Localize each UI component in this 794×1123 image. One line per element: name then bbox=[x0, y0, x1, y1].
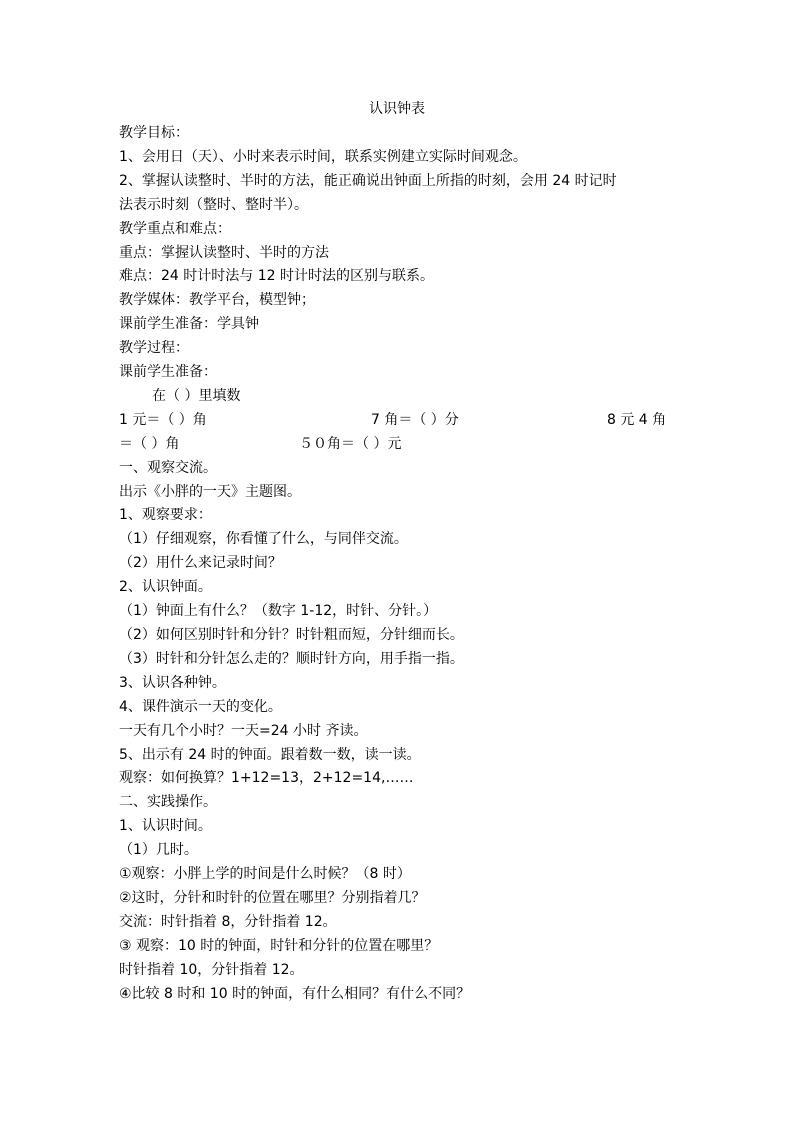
text-line: ①观察：小胖上学的时间是什么时候？（8 时） bbox=[119, 866, 411, 883]
text-line: 3、认识各种钟。 bbox=[119, 674, 226, 691]
text-line: 1、认识时间。 bbox=[119, 818, 212, 835]
text-line: 教学目标： bbox=[119, 125, 189, 141]
text-line: 一、观察交流。 bbox=[119, 459, 217, 476]
text-line: 交流：时针指着 8，分针指着 12。 bbox=[119, 913, 337, 930]
document-title: 认识钟表 bbox=[369, 101, 425, 117]
text-line: 2、掌握认读整时、半时的方法，能正确说出钟面上所指的时刻，会用 24 时记时 bbox=[119, 172, 617, 189]
text-line: 课前学生准备： bbox=[119, 364, 217, 381]
text-line: 一天有几个小时？一天=24 小时 齐读。 bbox=[119, 722, 368, 739]
text-line: ④比较 8 时和 10 时的钟面，有什么相同？有什么不同？ bbox=[119, 985, 471, 1002]
text-line: 1、会用日（天）、小时来表示时间，联系实例建立实际时间观念。 bbox=[119, 148, 527, 165]
text-line: 重点：掌握认读整时、半时的方法 bbox=[119, 244, 329, 261]
fill-row bbox=[119, 409, 699, 433]
text-line: 4、课件演示一天的变化。 bbox=[119, 698, 282, 715]
fill-row bbox=[119, 433, 699, 457]
text-line: 教学重点和难点： bbox=[119, 220, 231, 237]
fill-item: 7 角＝（ ）分 bbox=[371, 411, 459, 428]
text-line: （1）仔细观察，你看懂了什么，与同伴交流。 bbox=[119, 531, 408, 548]
text-line: 2、认识钟面。 bbox=[119, 579, 212, 596]
text-line: 二、实践操作。 bbox=[119, 794, 217, 811]
text-line: （2）用什么来记录时间？ bbox=[119, 555, 282, 572]
text-line: ②这时，分针和时针的位置在哪里？分别指着几？ bbox=[119, 889, 426, 906]
text-line: 出示《小胖的一天》主题图。 bbox=[119, 483, 301, 500]
fill-item: ５０角＝（ ）元 bbox=[299, 435, 402, 452]
text-line: （3）时针和分针怎么走的？顺时针方向，用手指一指。 bbox=[119, 650, 464, 667]
text-line: （2）如何区别时针和分针？时针粗而短，分针细而长。 bbox=[119, 627, 464, 643]
text-line: 课前学生准备：学具钟 bbox=[119, 316, 259, 333]
text-line: （1）钟面上有什么？（数字 1-12，时针、分针。） bbox=[119, 603, 438, 620]
fill-instruction: 在（ ）里填数 bbox=[152, 387, 241, 404]
text-line: ③ 观察：10 时的钟面，时针和分针的位置在哪里？ bbox=[119, 937, 439, 954]
text-line: 5、出示有 24 时的钟面。跟着数一数，读一读。 bbox=[119, 746, 421, 763]
text-line: 教学媒体：教学平台，模型钟； bbox=[119, 292, 315, 309]
text-line: 难点：24 时计时法与 12 时计时法的区别与联系。 bbox=[119, 268, 434, 285]
text-line: 1、观察要求： bbox=[119, 507, 212, 524]
fill-item: 1 元＝（ ）角 bbox=[119, 411, 207, 428]
text-line: 时针指着 10，分针指着 12。 bbox=[119, 961, 304, 978]
text-line: 观察：如何换算？1+12=13，2+12=14,…… bbox=[119, 770, 414, 787]
text-line: 教学过程： bbox=[119, 340, 189, 357]
fill-item: 8 元 4 角 bbox=[607, 411, 667, 428]
text-line: （1）几时。 bbox=[119, 842, 198, 859]
fill-item: ＝（ ）角 bbox=[119, 435, 180, 452]
text-line: 法表示时刻（整时、整时半）。 bbox=[119, 196, 308, 213]
document-body bbox=[119, 122, 699, 1007]
